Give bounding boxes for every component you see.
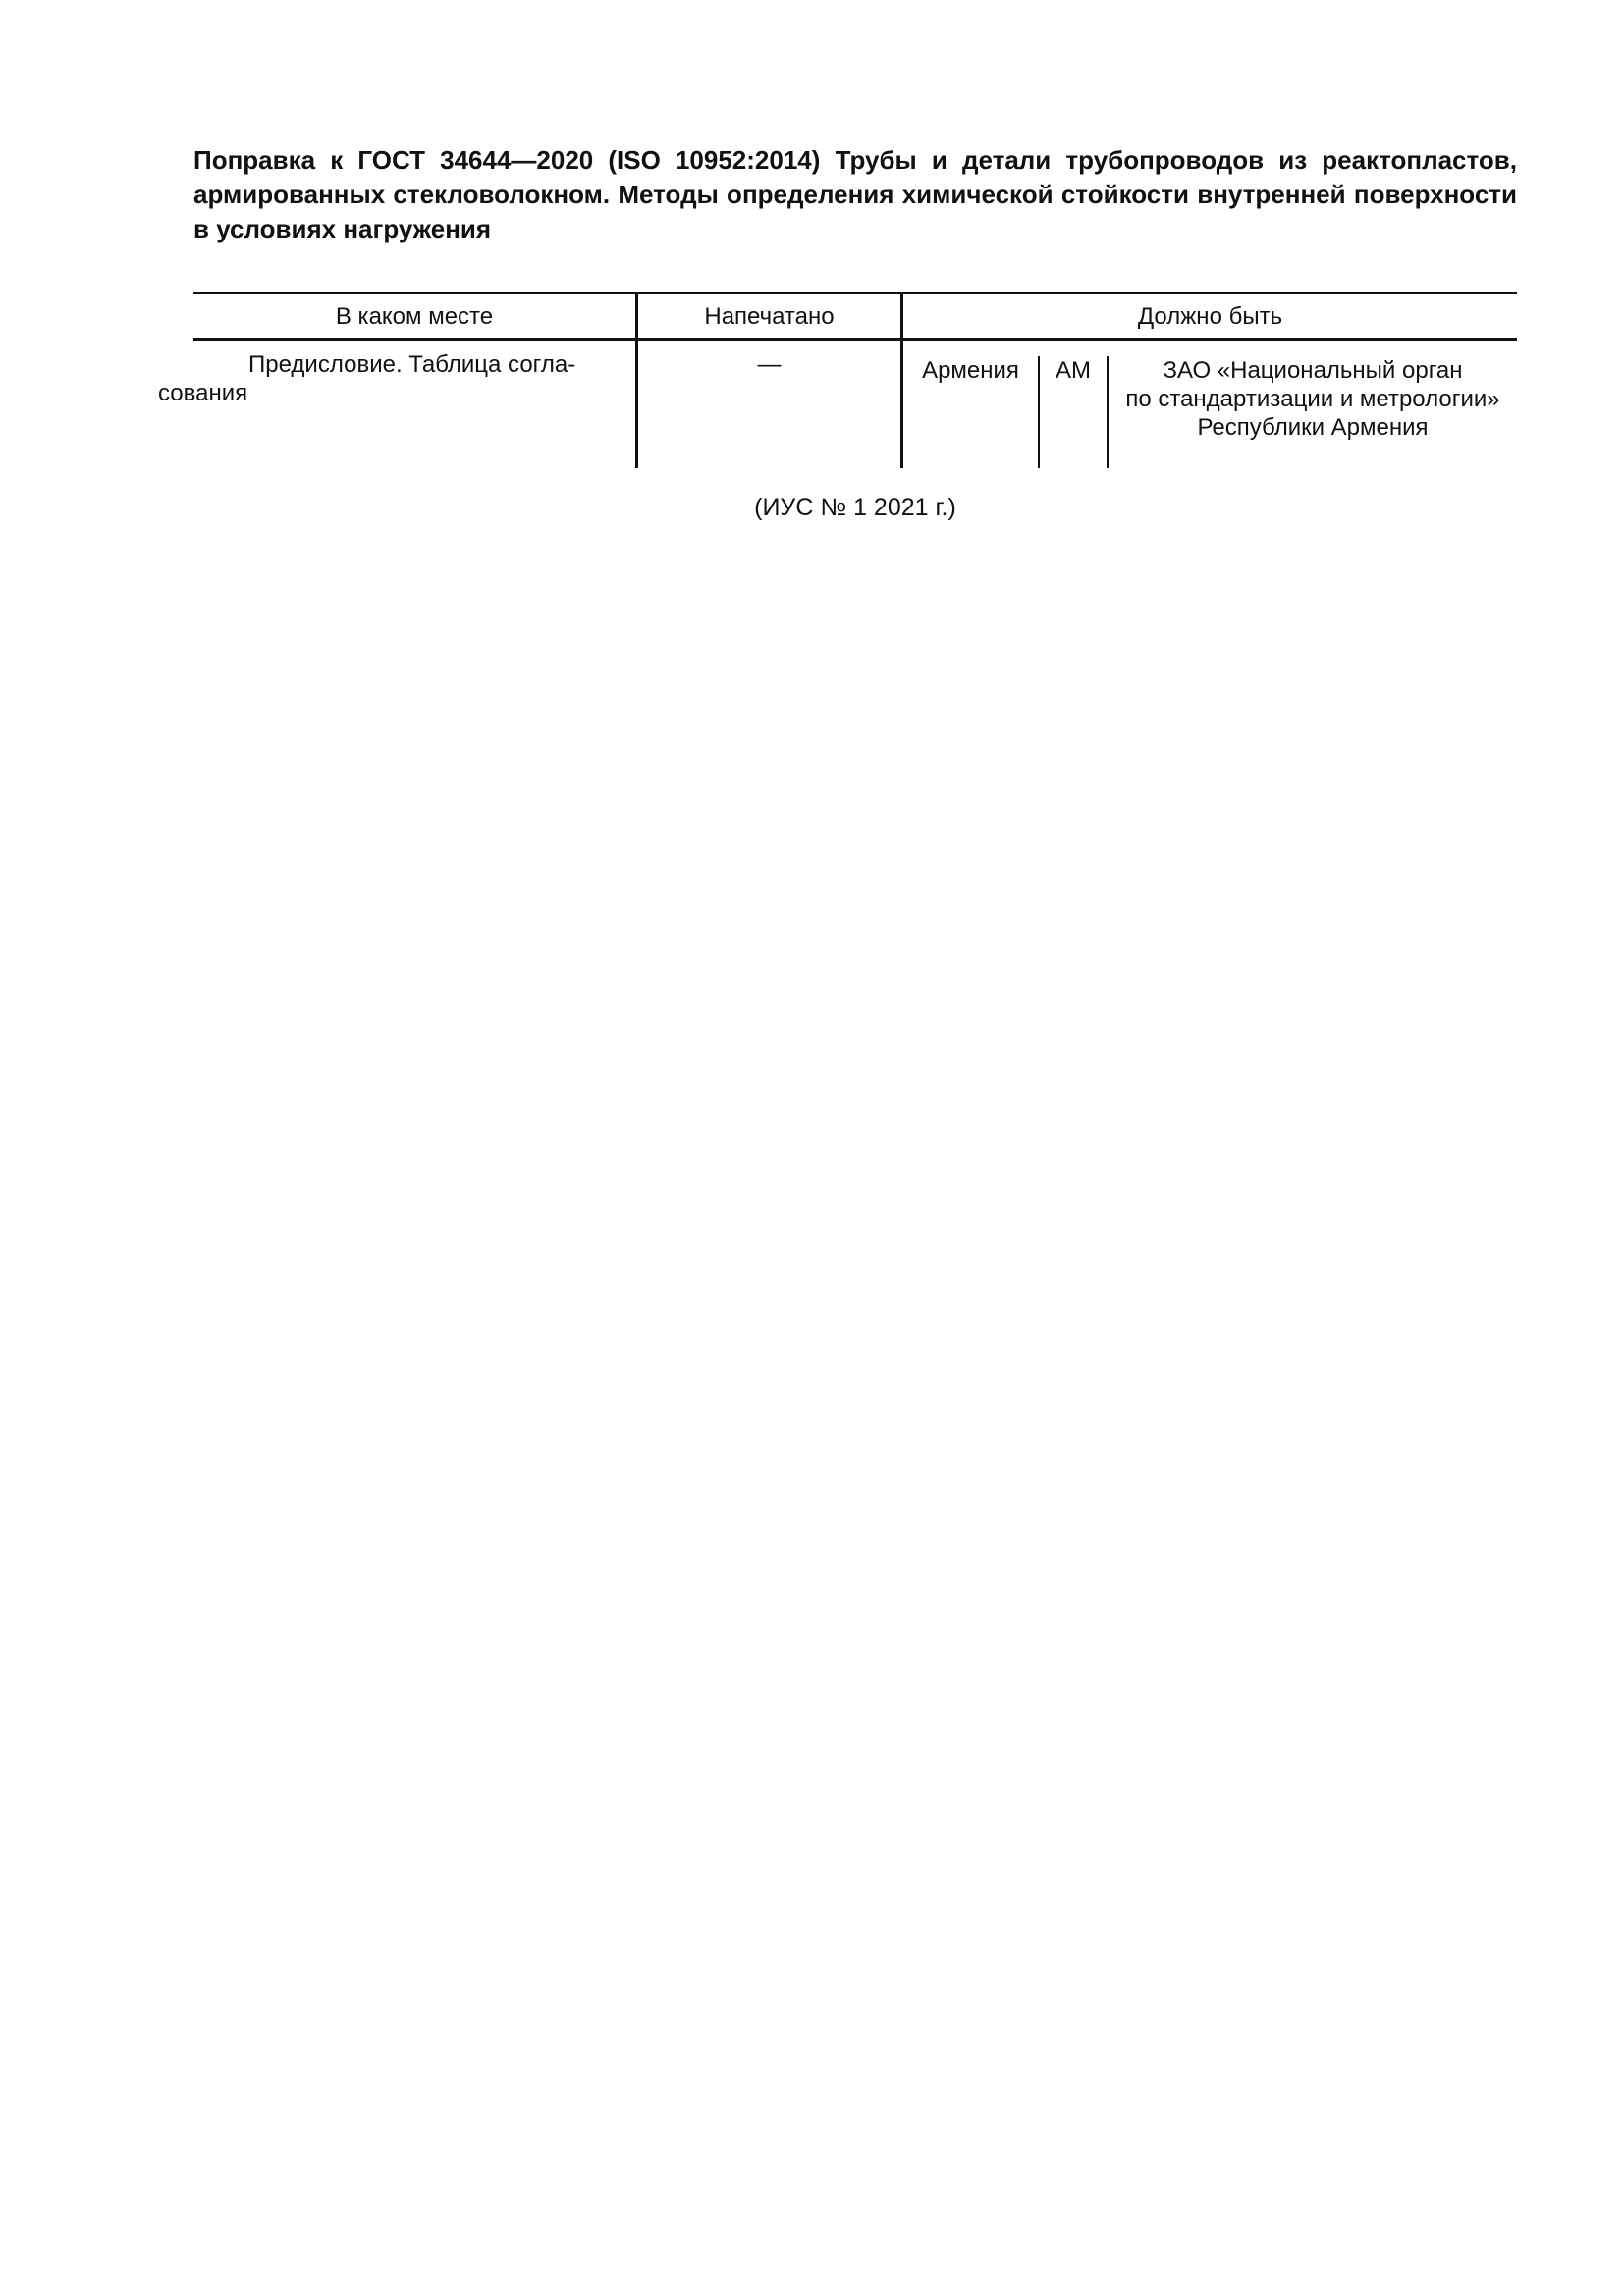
country-code: AM [1038, 356, 1109, 468]
organization-line: Республики Армения [1197, 414, 1429, 441]
should-be-inner [903, 356, 1517, 468]
table-row [193, 340, 1517, 469]
correction-table [158, 292, 1517, 468]
organization-line: по стандартизации и метрологии» [1125, 386, 1500, 412]
country-name: Армения [922, 357, 1019, 384]
cell-where [158, 340, 637, 469]
header-where: В каком месте [193, 294, 637, 340]
organization-name [1109, 356, 1517, 468]
issue-reference: (ИУС № 1 2021 г.) [754, 494, 956, 521]
organization-line: ЗАО «Национальный орган [1163, 357, 1463, 384]
header-printed: Напечатано [637, 294, 902, 340]
table-header-row [193, 294, 1517, 340]
header-should-be: Должно быть [902, 294, 1518, 340]
cell-printed: — [637, 340, 902, 469]
page-title: Поправка к ГОСТ 34644—2020 (ISO 10952:2014) Трубы и детали трубопроводов из реактопластов, армированных стекловолокном. Методы определения химической стойкости внутренней поверхности в условиях нагружения [193, 145, 1517, 243]
document-page [158, 143, 1517, 521]
where-text: Предисловие. Таблица согла- сования [158, 351, 576, 406]
cell-should-be [902, 340, 1518, 469]
